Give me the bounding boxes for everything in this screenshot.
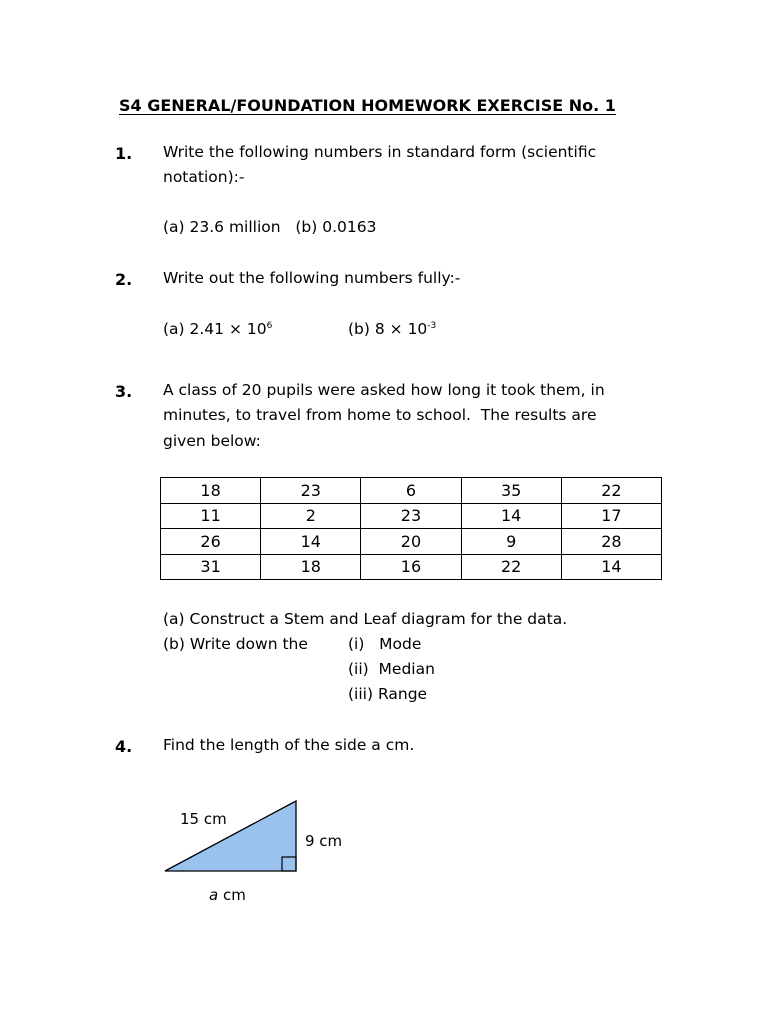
question-1-text-line-1: Write the following numbers in standard form (scientific xyxy=(163,143,597,161)
question-2-text: Write out the following numbers fully:- xyxy=(163,269,461,287)
question-3-text-line-2: minutes, to travel from home to school. The results are xyxy=(163,406,597,424)
table-cell: 14 xyxy=(461,503,561,529)
question-2-number: 2. xyxy=(115,270,133,289)
question-3-part-a: (a) Construct a Stem and Leaf diagram for the data. xyxy=(163,610,568,628)
table-cell: 23 xyxy=(361,503,461,529)
question-3-sub-iii: (iii) Range xyxy=(348,685,428,703)
question-1-text-line-2: notation):- xyxy=(163,168,245,186)
question-4-text: Find the length of the side a cm. xyxy=(163,736,415,754)
question-3-text-line-3: given below: xyxy=(163,432,261,450)
table-cell: 18 xyxy=(161,478,261,504)
table-cell: 9 xyxy=(461,529,561,555)
table-cell: 22 xyxy=(461,554,561,580)
vertical-side-label: 9 cm xyxy=(305,832,343,850)
question-1-parts: (a) 23.6 million (b) 0.0163 xyxy=(163,218,377,236)
table-cell: 6 xyxy=(361,478,461,504)
table-cell: 18 xyxy=(261,554,361,580)
table-cell: 14 xyxy=(561,554,661,580)
question-2-part-b: (b) $8 \times 10^{-3}$ xyxy=(348,320,437,338)
question-3-sub-i: (i) Mode xyxy=(348,635,422,653)
question-3-text-line-1: A class of 20 pupils were asked how long it took them, in xyxy=(163,381,605,399)
table-cell: 2 xyxy=(261,503,361,529)
table-cell: 23 xyxy=(261,478,361,504)
table-cell: 22 xyxy=(561,478,661,504)
question-3-part-b: (b) Write down the xyxy=(163,635,308,653)
page-title: S4 GENERAL/FOUNDATION HOMEWORK EXERCISE No. 1 xyxy=(119,96,616,115)
question-2-part-a: (a) $2.41 \times 10^6$ xyxy=(163,320,273,338)
table-cell: 14 xyxy=(261,529,361,555)
hypotenuse-label: 15 cm xyxy=(180,810,227,828)
base-side-label: a cm xyxy=(209,886,246,904)
table-cell: 17 xyxy=(561,503,661,529)
table-cell: 31 xyxy=(161,554,261,580)
question-3-number: 3. xyxy=(115,382,133,401)
table-cell: 28 xyxy=(561,529,661,555)
question-4-number: 4. xyxy=(115,737,133,756)
table-cell: 20 xyxy=(361,529,461,555)
table-cell: 11 xyxy=(161,503,261,529)
table-cell: 35 xyxy=(461,478,561,504)
question-3-sub-ii: (ii) Median xyxy=(348,660,435,678)
table-cell: 26 xyxy=(161,529,261,555)
question-1-number: 1. xyxy=(115,144,133,163)
table-cell: 16 xyxy=(361,554,461,580)
